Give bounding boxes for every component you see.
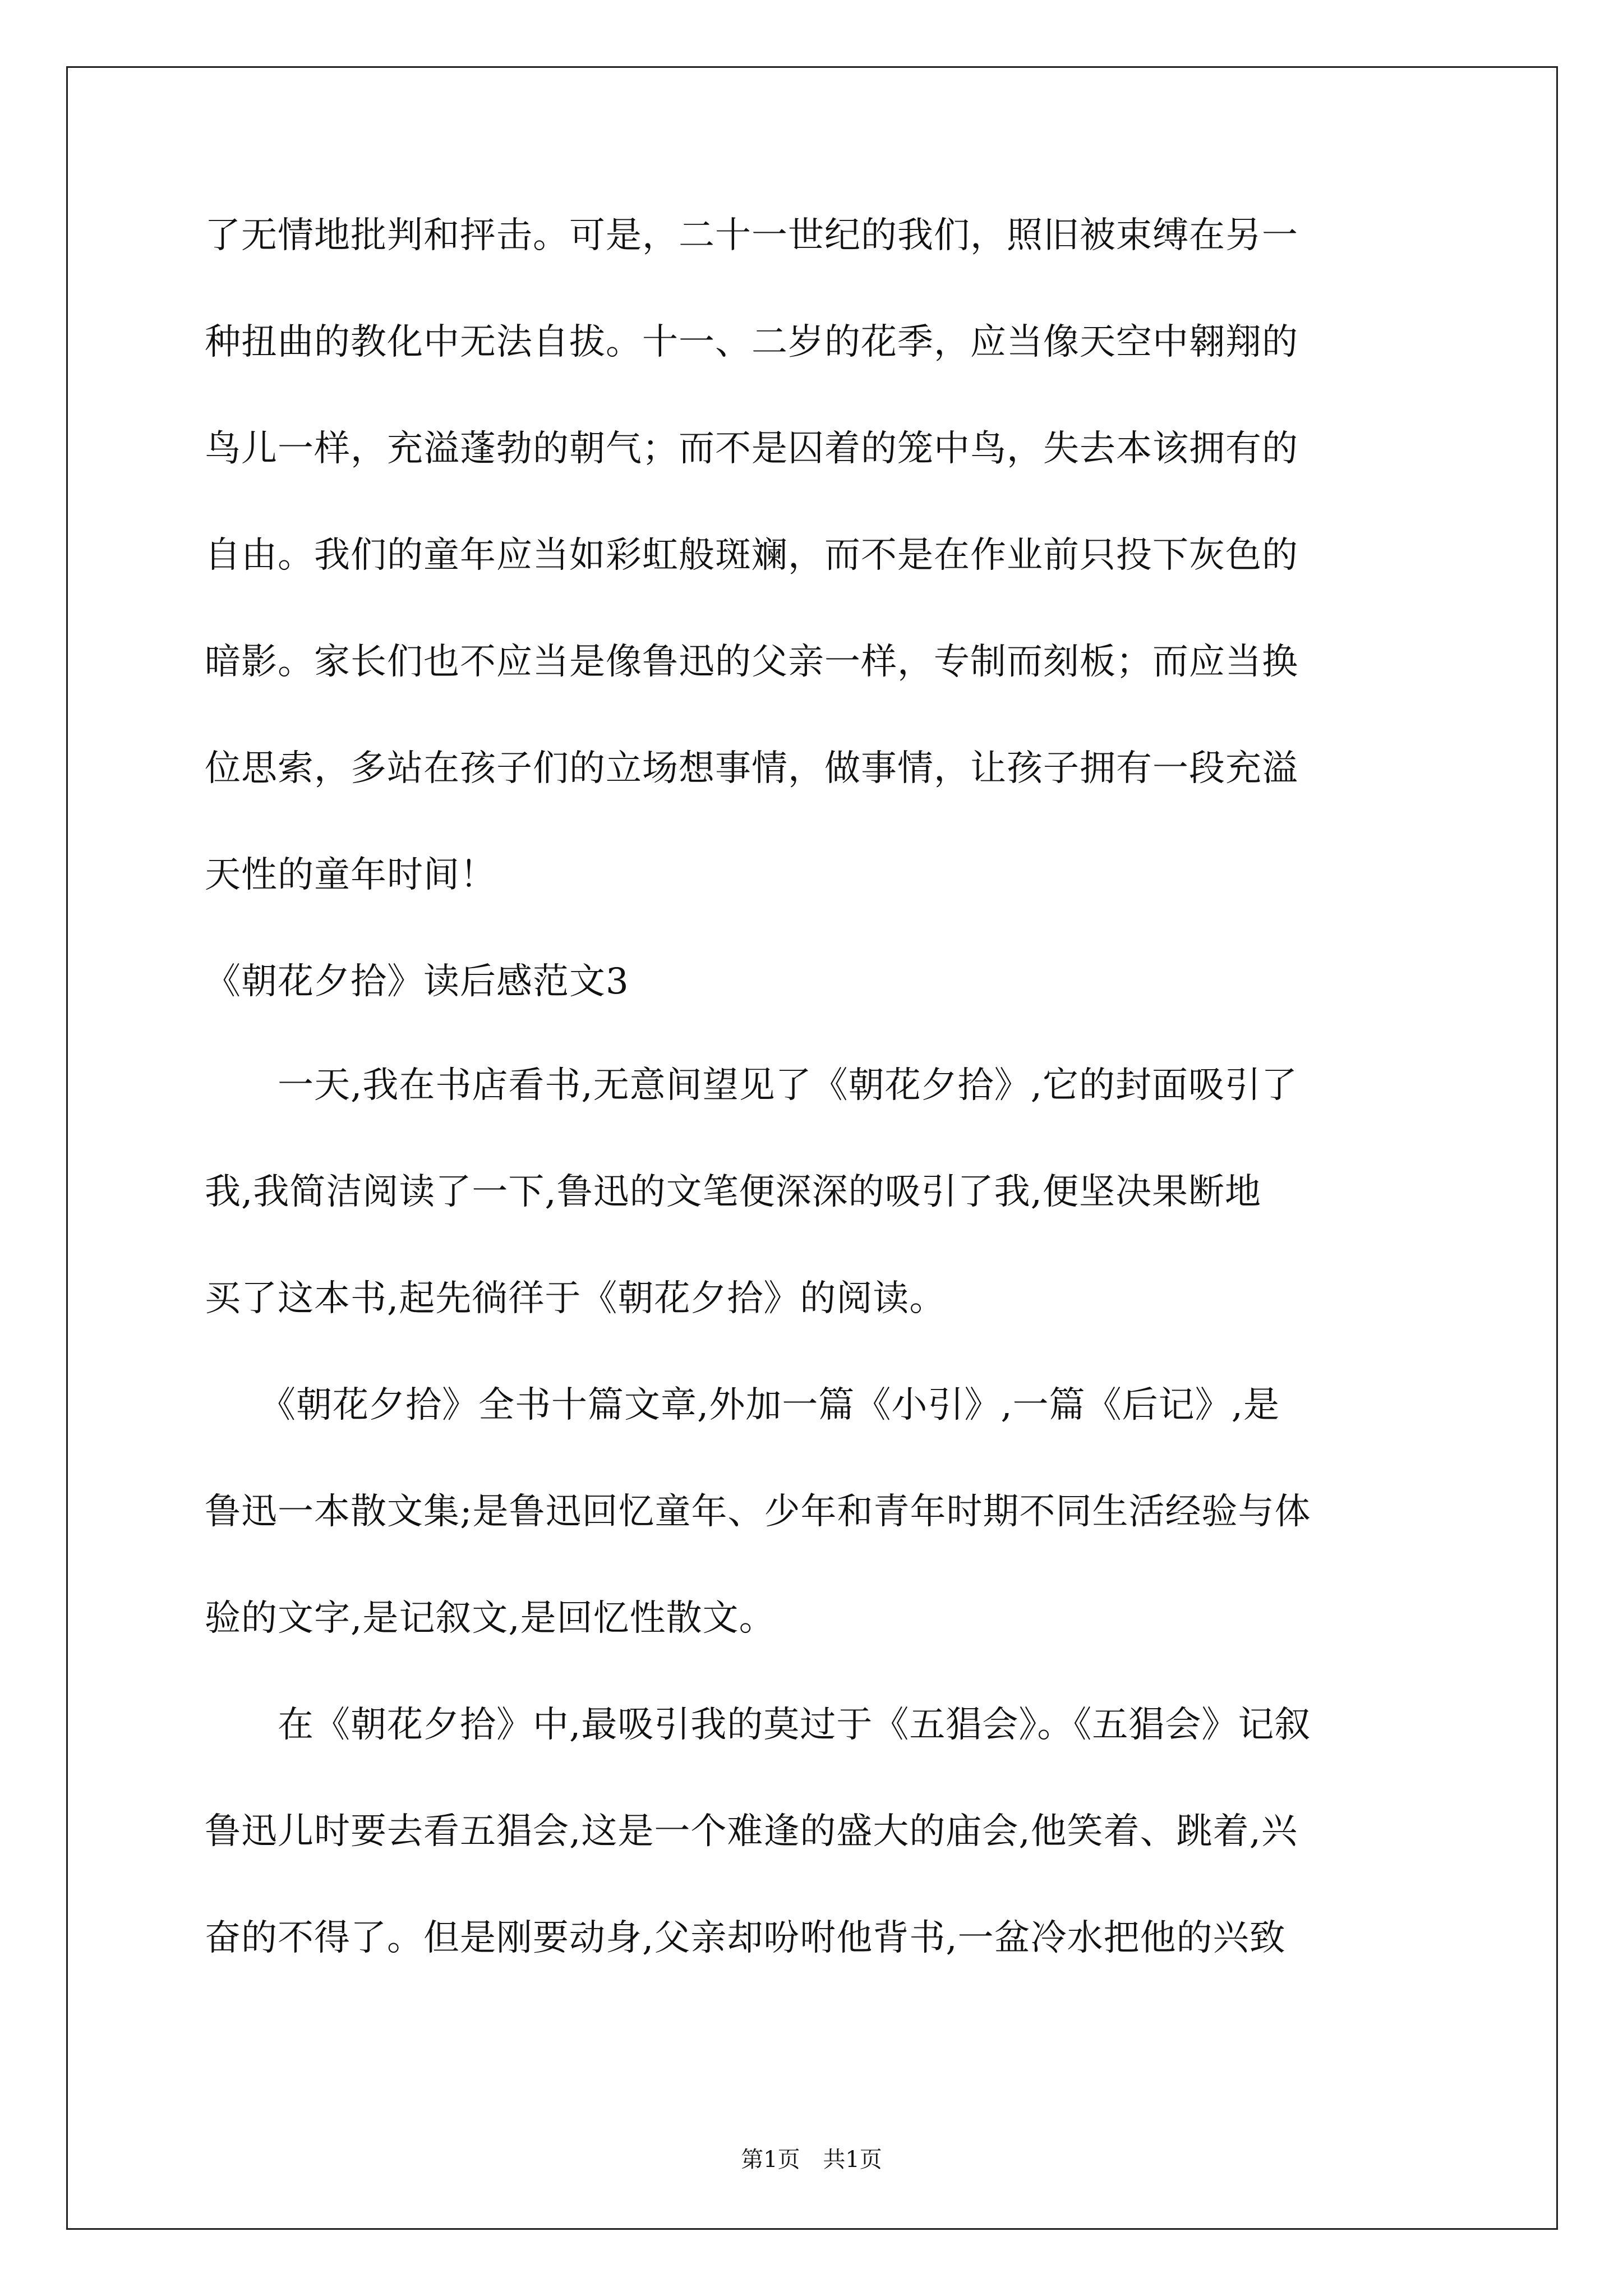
text-line: 鲁迅儿时要去看五猖会,这是一个难逢的盛大的庙会,他笑着、跳着,兴	[205, 1811, 1298, 1852]
text-line: 《朝花夕拾》全书十篇文章,外加一篇《小引》,一篇《后记》,是	[205, 1384, 1280, 1426]
text-line: 鸟儿一样，充溢蓬勃的朝气；而不是囚着的笼中鸟，失去本该拥有的	[205, 428, 1298, 470]
text-line: 验的文字,是记叙文,是回忆性散文。	[205, 1598, 776, 1639]
page-number: 第1页	[741, 2147, 800, 2173]
text-line: 在《朝花夕拾》中,最吸引我的莫过于《五猖会》。《五猖会》记叙	[205, 1704, 1311, 1746]
text-line: 天性的童年时间！	[205, 854, 496, 896]
page-footer	[0, 2143, 1623, 2177]
page-border	[66, 66, 1558, 2230]
text-line: 鲁迅一本散文集;是鲁迅回忆童年、少年和青年时期不同生活经验与体	[205, 1491, 1311, 1533]
text-line: 一天,我在书店看书,无意间望见了《朝花夕拾》,它的封面吸引了	[205, 1065, 1298, 1106]
text-line: 我,我简洁阅读了一下,鲁迅的文笔便深深的吸引了我,便坚决果断地	[205, 1171, 1262, 1213]
text-line: 了无情地批判和抨击。可是，二十一世纪的我们，照旧被束缚在另一	[205, 215, 1298, 256]
section-heading: 《朝花夕拾》读后感范文3	[205, 961, 629, 1002]
text-line: 暗影。家长们也不应当是像鲁迅的父亲一样，专制而刻板；而应当换	[205, 641, 1298, 683]
text-line: 买了这本书,起先徜徉于《朝花夕拾》的阅读。	[205, 1278, 946, 1319]
page-count: 共1页	[823, 2147, 882, 2173]
text-line: 种扭曲的教化中无法自拔。十一、二岁的花季，应当像天空中翱翔的	[205, 321, 1298, 363]
text-line: 位思索，多站在孩子们的立场想事情，做事情，让孩子拥有一段充溢	[205, 748, 1298, 789]
text-line: 自由。我们的童年应当如彩虹般斑斓，而不是在作业前只投下灰色的	[205, 535, 1298, 576]
text-line: 奋的不得了。但是刚要动身,父亲却吩咐他背书,一盆冷水把他的兴致	[205, 1917, 1286, 1959]
